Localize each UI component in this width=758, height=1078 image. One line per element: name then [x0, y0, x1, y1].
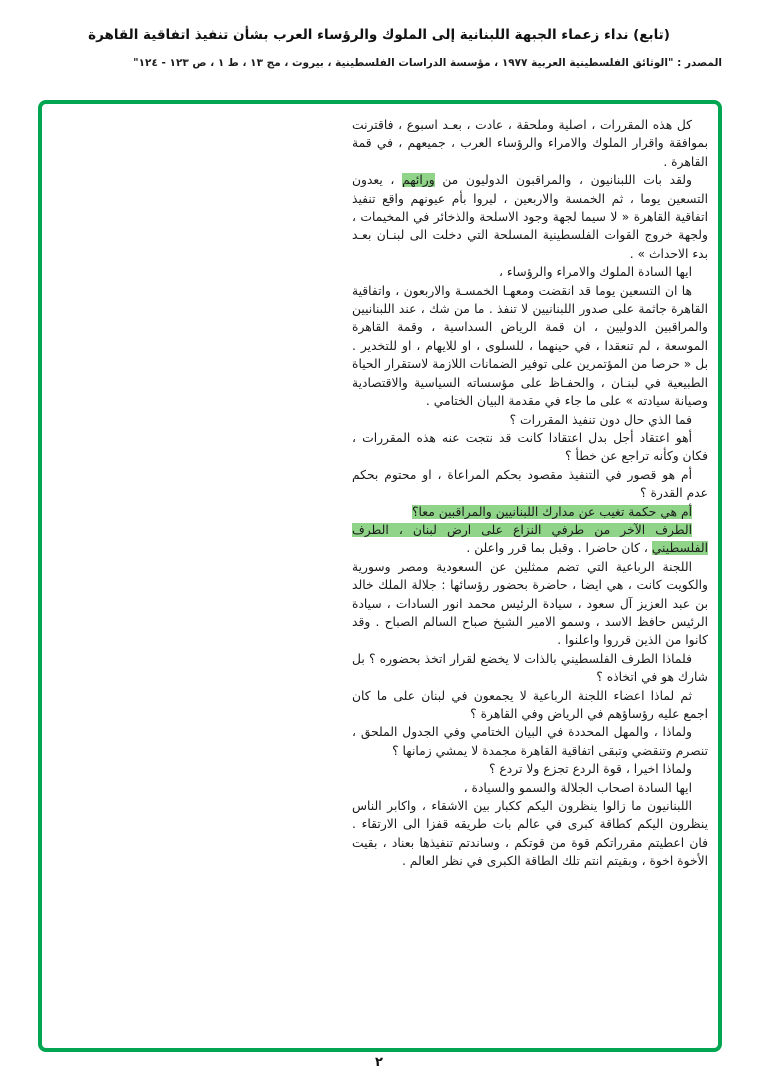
text-run: أهو اعتقاد أجل بدل اعتقادا كانت قد نتجت عنه هذه المقررات ، فكان وكأنه تراجع عن خطأ ؟ [352, 430, 708, 464]
text-run: أم هو قصور في التنفيذ مقصود بحكم المراعاة ، او محتوم بحكم عدم القدرة ؟ [352, 467, 708, 501]
paragraph [352, 263, 708, 281]
paragraph [352, 171, 708, 263]
paragraph [352, 797, 708, 871]
highlighted-text: أم هي حكمة تغيب عن مدارك اللبنانيين والمراقبين معا؟ [412, 504, 692, 519]
text-run: ولقد بات اللبنانيون ، والمراقبون الدوليون من [434, 173, 692, 188]
highlighted-text: ورائهم [402, 173, 435, 188]
text-run: اللبنانيون ما زالوا ينظرون اليكم ككبار بين الاشقاء ، واكابر الناس ينظرون اليكم كطاقة كبرى في عالم بات طريقه قفزا الى الارتقاء . فان اعطيتم مقرراتكم قوة من قوتكم ، وساندتم تنفيذها بعناد ، بقيت الأخوة اخوة ، وبقيتم انتم تلك الطاقة الكبرى في نظر العالم . [352, 799, 708, 869]
text-run: ولماذا ، والمهل المحددة في البيان الختامي وفي الجدول الملحق ، تنصرم وتنقضي وتبقى اتفاقية القاهرة مجمدة لا يمشي زمانها ؟ [352, 725, 708, 758]
paragraph [352, 282, 708, 411]
text-run: فلماذا الطرف الفلسطيني بالذات لا يخضع لقرار اتخذ بحضوره ؟ بل شارك هو في اتخاذه ؟ [352, 651, 708, 685]
document-header [36, 26, 722, 70]
document-title: (تابع) نداء زعماء الجبهة اللبنانية إلى الملوك والرؤساء العرب بشأن تنفيذ اتفاقية القاهرة [88, 27, 670, 43]
text-run: ثم لماذا اعضاء اللجنة الرباعية لا يجمعون في لبنان على ما كان اجمع عليه رؤساؤهم في الرياض وفي القاهرة ؟ [352, 688, 708, 721]
source-line: المصدر : "الوثائق الفلسطينية العربية ١٩٧٧ ، مؤسسة الدراسات الفلسطينية ، بيروت ، مج ١٣ ، ط ١ ، ص ١٢٣ - ١٢٤" [133, 57, 722, 69]
text-run: كل هذه المقررات ، اصلية وملحقة ، عادت ، بعـد اسبوع ، فاقترنت بموافقة واقرار الملوك والامراء والرؤساء العرب ، جميعهم ، في قمة القاهرة . [352, 118, 708, 169]
text-run: ايها السادة اصحاب الجلالة والسمو والسيادة ، [463, 780, 692, 795]
paragraph [352, 116, 708, 171]
document-body-frame [38, 100, 722, 1052]
paragraph [352, 503, 708, 521]
text-run: اللجنة الرباعية التي تضم ممثلين عن السعودية ومصر وسورية والكويت كانت ، هي ايضا ، حاضرة بحضور رؤسائها : جلالة الملك خالد بن عبد العزيز آل سعود ، سيادة الرئيس محمد انور السادات ، سيادة الرئيس حافظ الاسد ، وسمو الامير الشيخ صباح السالم الصباح . وقد كانوا من الذين قرروا واعلنوا . [352, 559, 708, 648]
highlighted-text: الطرف الآخر من طرفي النزاع على ارض لبنان ، الطرف الفلسطيني [352, 522, 708, 556]
paragraph [352, 429, 708, 466]
paragraph [352, 521, 708, 558]
page-number: ٢ [375, 1055, 383, 1070]
paragraph [352, 760, 708, 778]
paragraph [352, 411, 708, 429]
paragraph [352, 558, 708, 650]
paragraph [352, 650, 708, 687]
text-run: ، كان حاضرا . وقبل بما قرر واعلن . [466, 541, 652, 556]
paragraph [352, 687, 708, 724]
text-run: ها ان التسعين يوما قد انقضت ومعهـا الخمسـة والاربعون ، واتفاقية القاهرة جاثمة على صدور اللبنانيين لا تنفذ . ما من شك ، عند اللبنانيين والمراقبين الدوليين ، ان قمة الرياض السداسية ، وقمة القاهرة الموسعة ، لم تنعقدا ، في حينهما ، للسلوى ، او للايهام ، او للتخدير . بل « حرصا من المؤتمرين على توفير الضمانات اللازمة لاستقرار الحياة الطبيعية في لبنـان ، والحفـاظ على مؤسساته السياسية والاقتصادية وصيانة سيادته » على ما جاء في مقدمة البيان الختامي . [352, 283, 708, 409]
paragraph [352, 779, 708, 797]
text-run: ايها السادة الملوك والامراء والرؤساء ، [499, 265, 692, 280]
body-text-column [352, 116, 708, 871]
paragraph [352, 466, 708, 503]
text-run: فما الذي حال دون تنفيذ المقررات ؟ [509, 412, 692, 427]
text-run: ولماذا اخيرا ، قوة الردع تجزع ولا تردع ؟ [488, 762, 692, 777]
text-run: ، يعدون التسعين يوما ، ثم الخمسة والاربعين ، ليروا بأم عيونهم واقع تنفيذ اتفاقية القاهرة « لا سيما لجهة وجود الاسلحة والذخائر في المخيمات ، ولجهة خروج القوات الفلسطينية المسلحة التي دخلت الى لبنـان بعـد بدء الاحداث » . [352, 173, 708, 261]
paragraph [352, 723, 708, 760]
